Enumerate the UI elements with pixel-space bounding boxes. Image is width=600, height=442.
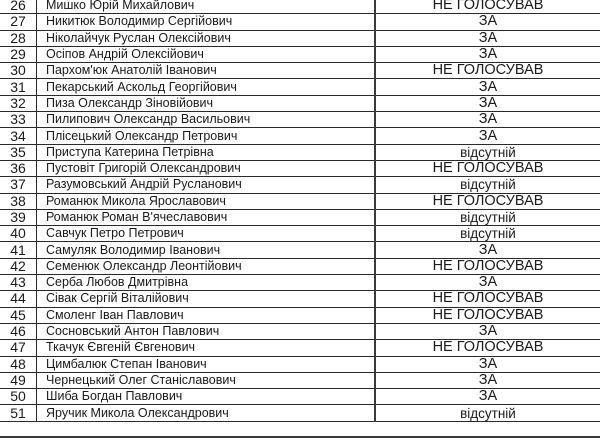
row-number: 49 xyxy=(0,372,37,388)
vote-result: ЗА xyxy=(375,389,600,405)
deputy-name: Пустовіт Григорій Олександрович xyxy=(37,160,376,176)
table-row xyxy=(0,340,600,356)
row-number: 45 xyxy=(0,307,37,323)
vote-result: ЗА xyxy=(375,46,600,62)
table-row xyxy=(0,323,600,339)
table-row xyxy=(0,209,600,225)
deputy-name: Серба Любов Дмитрівна xyxy=(37,275,376,291)
row-number: 33 xyxy=(0,112,37,128)
table-row xyxy=(0,307,600,323)
row-number: 44 xyxy=(0,291,37,307)
table-row xyxy=(0,160,600,176)
deputy-name: Ніколайчук Руслан Олексійович xyxy=(37,30,376,46)
deputy-name: Романюк Микола Ярославович xyxy=(37,193,376,209)
table-row xyxy=(0,291,600,307)
vote-result: НЕ ГОЛОСУВАВ xyxy=(375,160,600,176)
row-number: 43 xyxy=(0,275,37,291)
table-row xyxy=(0,275,600,291)
row-number: 29 xyxy=(0,46,37,62)
deputy-name: Ткачук Євгеній Євгенович xyxy=(37,340,376,356)
deputy-name: Яручик Микола Олександрович xyxy=(37,405,376,421)
vote-result: ЗА xyxy=(375,79,600,95)
table-bottom-rule xyxy=(0,436,600,438)
vote-result: НЕ ГОЛОСУВАВ xyxy=(375,63,600,79)
table-row xyxy=(0,372,600,388)
table-row xyxy=(0,193,600,209)
deputy-name: Самуляк Володимир Іванович xyxy=(37,242,376,258)
vote-result: ЗА xyxy=(375,356,600,372)
row-number: 32 xyxy=(0,95,37,111)
deputy-name: Савчук Петро Петрович xyxy=(37,226,376,242)
table-row xyxy=(0,63,600,79)
vote-result: ЗА xyxy=(375,128,600,144)
vote-result: НЕ ГОЛОСУВАВ xyxy=(375,193,600,209)
vote-result: НЕ ГОЛОСУВАВ xyxy=(375,291,600,307)
row-number: 46 xyxy=(0,323,37,339)
row-number: 26 xyxy=(0,0,37,14)
row-number: 28 xyxy=(0,30,37,46)
deputy-name: Пархом'юк Анатолій Іванович xyxy=(37,63,376,79)
vote-result: ЗА xyxy=(375,14,600,30)
vote-result: ЗА xyxy=(375,30,600,46)
deputy-name: Никитюк Володимир Сергійович xyxy=(37,14,376,30)
vote-result: НЕ ГОЛОСУВАВ xyxy=(375,0,600,14)
deputy-name: Приступа Катерина Петрівна xyxy=(37,144,376,160)
table-row xyxy=(0,405,600,421)
row-number: 30 xyxy=(0,63,37,79)
deputy-name: Семенюк Олександр Леонтійович xyxy=(37,258,376,274)
table-row xyxy=(0,95,600,111)
row-number: 51 xyxy=(0,405,37,421)
row-number: 31 xyxy=(0,79,37,95)
table-row xyxy=(0,144,600,160)
deputy-name: Сосновський Антон Павлович xyxy=(37,323,376,339)
deputy-name: Чернецький Олег Станіславович xyxy=(37,372,376,388)
table-row xyxy=(0,226,600,242)
table-row xyxy=(0,242,600,258)
row-number: 38 xyxy=(0,193,37,209)
row-number: 50 xyxy=(0,389,37,405)
deputy-name: Осіпов Андрій Олексійович xyxy=(37,46,376,62)
row-number: 36 xyxy=(0,160,37,176)
deputy-name: Пекарський Аскольд Георгійович xyxy=(37,79,376,95)
table-row xyxy=(0,46,600,62)
vote-result: ЗА xyxy=(375,242,600,258)
vote-result: НЕ ГОЛОСУВАВ xyxy=(375,307,600,323)
vote-result: відсутній xyxy=(375,226,600,242)
vote-result: НЕ ГОЛОСУВАВ xyxy=(375,258,600,274)
table-row xyxy=(0,14,600,30)
row-number: 39 xyxy=(0,209,37,225)
deputy-name: Цимбалюк Степан Іванович xyxy=(37,356,376,372)
vote-result: відсутній xyxy=(375,144,600,160)
deputy-name: Шиба Богдан Павлович xyxy=(37,389,376,405)
deputy-name: Плісецький Олександр Петрович xyxy=(37,128,376,144)
deputy-name: Мишко Юрій Михайлович xyxy=(37,0,376,14)
vote-result: відсутній xyxy=(375,405,600,421)
vote-result: НЕ ГОЛОСУВАВ xyxy=(375,340,600,356)
table-row xyxy=(0,356,600,372)
row-number: 37 xyxy=(0,177,37,193)
row-number: 47 xyxy=(0,340,37,356)
deputy-name: Романюк Роман В'ячеславович xyxy=(37,209,376,225)
row-number: 48 xyxy=(0,356,37,372)
table-row xyxy=(0,389,600,405)
vote-result: ЗА xyxy=(375,112,600,128)
deputy-name: Пиза Олександр Зіновійович xyxy=(37,95,376,111)
row-number: 35 xyxy=(0,144,37,160)
row-number: 40 xyxy=(0,226,37,242)
vote-result: ЗА xyxy=(375,323,600,339)
table-row xyxy=(0,128,600,144)
deputy-name: Сівак Сергій Віталійович xyxy=(37,291,376,307)
table-row xyxy=(0,30,600,46)
row-number: 42 xyxy=(0,258,37,274)
table-row xyxy=(0,79,600,95)
table-row xyxy=(0,0,600,14)
vote-result: відсутній xyxy=(375,209,600,225)
row-number: 34 xyxy=(0,128,37,144)
vote-result: ЗА xyxy=(375,275,600,291)
table-row xyxy=(0,112,600,128)
deputy-name: Пилипович Олександр Васильович xyxy=(37,112,376,128)
vote-result: ЗА xyxy=(375,372,600,388)
vote-result: ЗА xyxy=(375,95,600,111)
table-row xyxy=(0,177,600,193)
row-number: 41 xyxy=(0,242,37,258)
deputy-name: Разумовський Андрій Русланович xyxy=(37,177,376,193)
row-number: 27 xyxy=(0,14,37,30)
vote-result: відсутній xyxy=(375,177,600,193)
deputy-name: Смоленг Іван Павлович xyxy=(37,307,376,323)
table-row xyxy=(0,258,600,274)
